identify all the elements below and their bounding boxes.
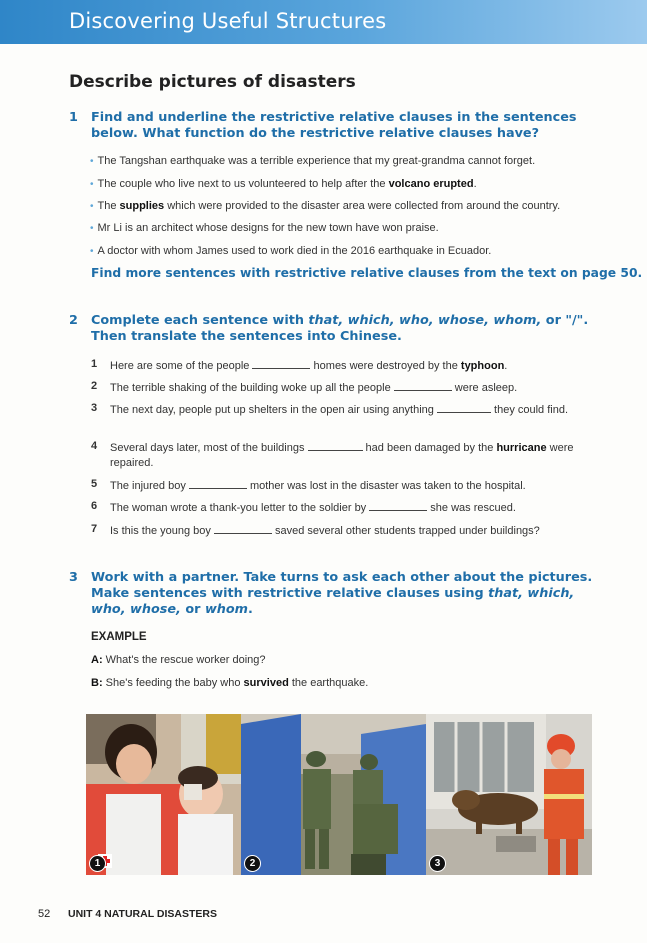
question-2: 2 Complete each sentence with that, which, who, whose, whom, or "/". Then translate the sentences into Chinese. [69,313,589,344]
dialogue-line-b: B: She's feeding the baby who survived the earthquake. [91,677,369,689]
exercise-item: 2 The terrible shaking of the building woke up all the people were asleep. [91,380,518,394]
exercise-item: 5 The injured boy mother was lost in the disaster was taken to the hospital. [91,478,526,492]
bullet-icon: • [90,246,94,257]
photo-rescue-worker-dog [426,714,592,875]
question-text: Find and underline the restrictive relative clauses in the sentences below. What function do the restrictive relative clauses have? [91,110,577,141]
answer-blank[interactable] [394,379,452,391]
list-item: • Mr Li is an architect whose designs for the new town have won praise. [90,222,439,234]
bullet-icon: • [90,201,94,212]
dialogue-line-a: A: What's the rescue worker doing? [91,654,266,666]
bullet-icon: • [90,223,94,234]
photo-number: 2 [244,855,261,872]
photo-3-illustration [426,714,592,875]
header-banner [0,0,647,44]
exercise-item: 1 Here are some of the people homes were destroyed by the typhoon. [91,358,508,372]
answer-blank[interactable] [308,439,363,451]
answer-blank[interactable] [369,499,427,511]
bullet-icon: • [90,179,94,190]
photo-number: 1 [89,855,106,872]
answer-blank[interactable] [214,522,272,534]
example-label: EXAMPLE [91,631,147,643]
exercise-item: 6 The woman wrote a thank-you letter to the soldier by she was rescued. [91,500,516,514]
answer-blank[interactable] [189,477,247,489]
photo-soldiers-tents [241,714,426,875]
section-title: Describe pictures of disasters [69,72,356,92]
unit-title: UNIT 4 NATURAL DISASTERS [68,908,217,920]
page-title: Discovering Useful Structures [69,9,387,33]
list-item: • A doctor with whom James used to work died in the 2016 earthquake in Ecuador. [90,245,492,257]
exercise-item: 3 The next day, people put up shelters in the open air using anything they could find. [91,402,569,416]
exercise-item: 4 Several days later, most of the buildings had been damaged by the hurricane were repaired. [91,440,574,469]
find-more-instruction: Find more sentences with restrictive relative clauses from the text on page 50. [91,266,643,280]
question-3: 3 Work with a partner. Take turns to ask each other about the pictures. Make sentences with restrictive relative clauses using that, which, who, whose, or whom. [69,570,593,617]
question-1 [69,110,609,142]
photo-number: 3 [429,855,446,872]
list-item: • The couple who live next to us volunteered to help after the volcano erupted. [90,178,477,190]
list-item: • The Tangshan earthquake was a terrible experience that my great-grandma cannot forget. [90,155,536,167]
list-item: • The supplies which were provided to the disaster area were collected from around the country. [90,200,561,212]
answer-blank[interactable] [252,357,310,369]
photo-2-illustration [241,714,426,875]
bullet-icon: • [90,156,94,167]
photo-rescue-worker-feeding-baby [86,714,241,875]
question-number: 3 [69,570,78,585]
exercise-item: 7 Is this the young boy saved several other students trapped under buildings? [91,523,540,537]
answer-blank[interactable] [437,401,491,413]
photo-1-illustration [86,714,241,875]
question-number: 1 [69,110,78,125]
page-number: 52 [38,908,51,920]
question-number: 2 [69,313,78,328]
